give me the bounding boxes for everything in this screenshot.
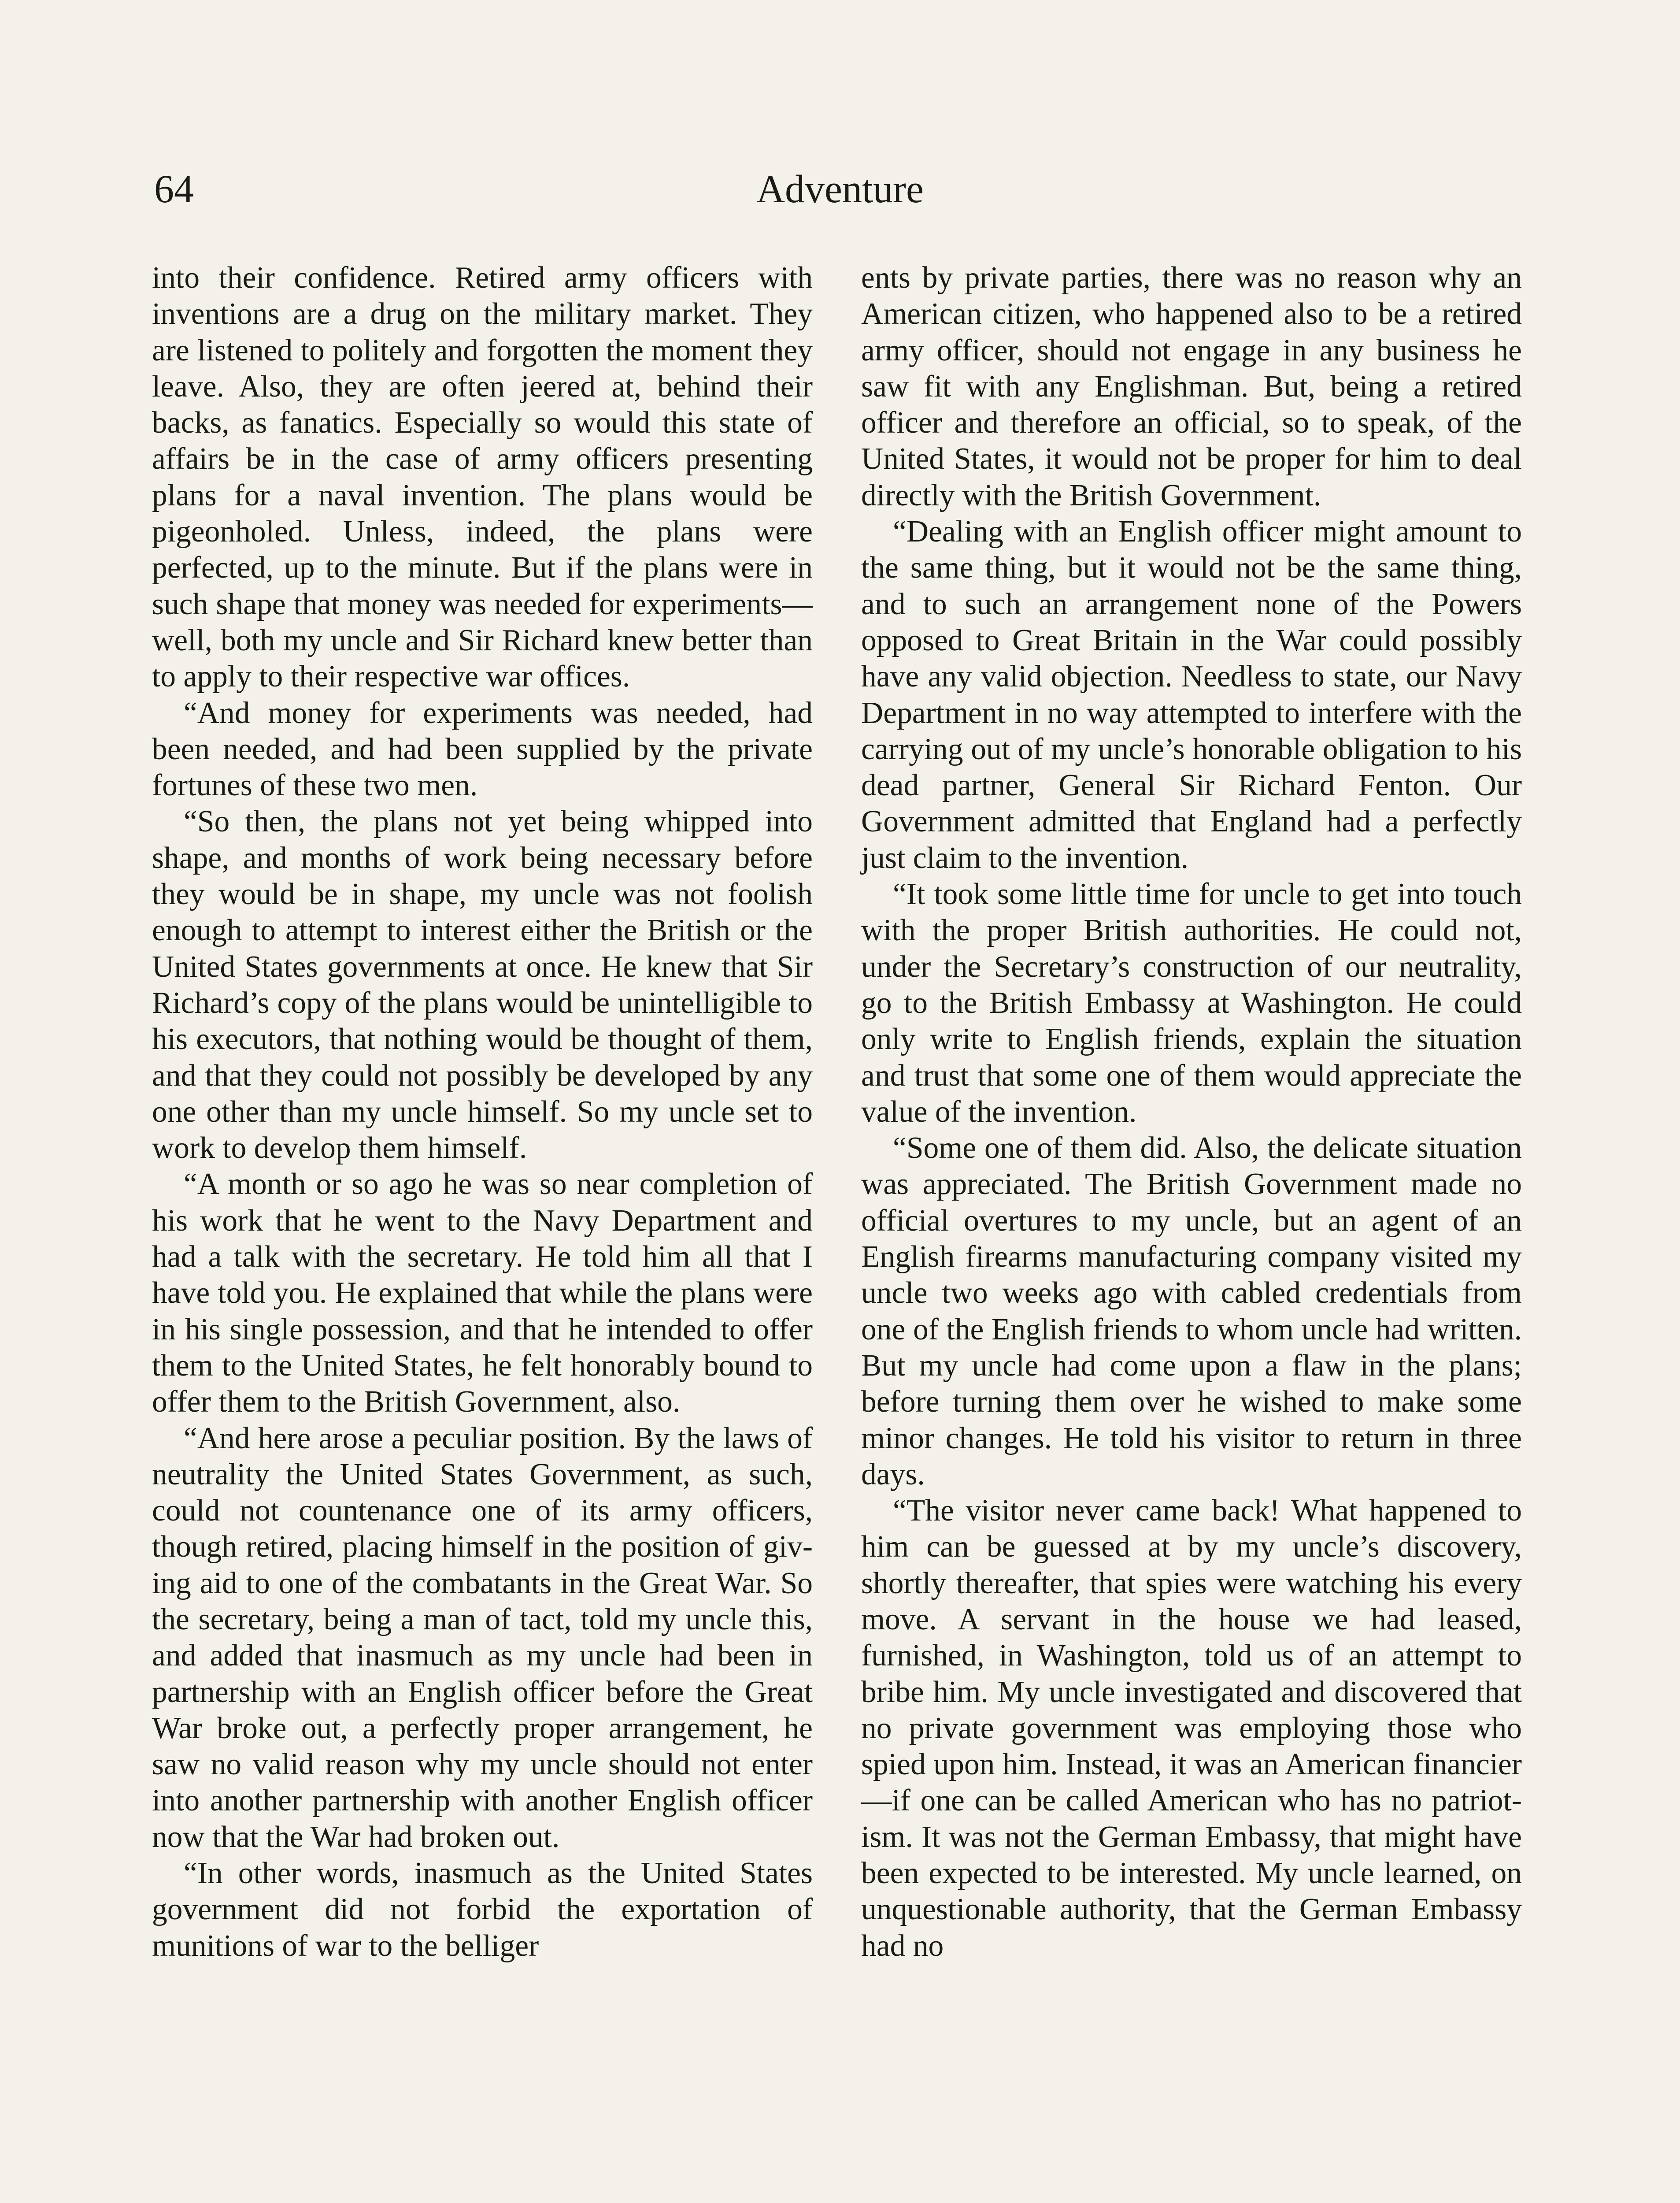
paragraph: “In other words, inasmuch as the United States government did not forbid the exportation of munitions of war to the belliger [152,1856,813,1963]
paragraph: “Dealing with an English officer might amount to the same thing, but it would not be the same thing, and to such an arrangement none of the Powers opposed to Great Britain in the War could possibly have any valid objection. Needless to state, our Navy Department in no way attempted to interfere with the carrying out of my uncle’s honorable obligation to his dead partner, General Sir Richard Fenton. Our Government admitted that England had a perfectly just claim to the invention. [861,515,1522,875]
paragraph: into their confidence. Retired army officers with inventions are a drug on the military market. They are listened to politely and forgotten the moment they leave. Also, they are often jeered at, behind their backs, as fanatics. Especially so would this state of affairs be in the case of army officers presenting plans for a naval invention. The plans would be pigeonholed. Unless, indeed, the plans were perfected, up to the minute. But if the plans were in such shape that money was needed for experiments—well, both my uncle and Sir Richard knew better than to apply to their respective war offices. [152,261,813,694]
paragraph: “A month or so ago he was so near completion of his work that he went to the Navy Department and had a talk with the secretary. He told him all that I have told you. He explained that while the plans were in his single possession, and that he intended to offer them to the United States, he felt honorably bound to offer them to the British Government, also. [152,1167,813,1419]
paragraph: “And here arose a peculiar position. By the laws of neutrality the United States Government, as such, could not countenance one of its army officers, though retired, placing himself in the position of giving aid to one of the combatants in the Great War. So the secretary, being a man of tact, told my uncle this, and added that inasmuch as my uncle had been in partnership with an English officer before the Great War broke out, a perfectly proper arrangement, he saw no valid reason why my uncle should not enter into another partnership with another English officer now that the War had broken out. [152,1421,813,1854]
running-head: Adventure [756,167,924,211]
paragraph: “And money for experiments was needed, had been needed, and had been supplied by the private fortunes of these two men. [152,696,813,803]
right-column [861,260,1522,1964]
paragraph: “The visitor never came back! What happened to him can be guessed at by my uncle’s discovery, shortly thereafter, that spies were watching his every move. A servant in the house we had leased, furnished, in Washington, told us of an attempt to bribe him. My uncle investigated and discovered that no private government was employing those who spied upon him. Instead, it was an American financier—if one can be called American who has no patriotism. It was not the German Embassy, that might have been expected to be interested. My uncle learned, on unquestionable authority, that the German Embassy had no [861,1494,1522,1963]
paragraph: ents by private parties, there was no reason why an American citizen, who happened also to be a retired army officer, should not engage in any business he saw fit with any Englishman. But, being a retired officer and therefore an official, so to speak, of the United States, it would not be proper for him to deal directly with the British Government. [861,261,1522,512]
paragraph: “Some one of them did. Also, the delicate situation was appreciated. The British Government made no official overtures to my uncle, but an agent of an English firearms manufacturing company visited my uncle two weeks ago with cabled credentials from one of the English friends to whom uncle had written. But my uncle had come upon a flaw in the plans; before turning them over he wished to make some minor changes. He told his visitor to return in three days. [861,1131,1522,1491]
paragraph: “So then, the plans not yet being whipped into shape, and months of work being necessary before they would be in shape, my uncle was not foolish enough to attempt to interest either the British or the United States governments at once. He knew that Sir Richard’s copy of the plans would be unintelligible to his executors, that nothing would be thought of them, and that they could not possibly be developed by any one other than my uncle himself. So my uncle set to work to develop them himself. [152,805,813,1165]
page-number: 64 [154,167,194,211]
left-column [152,260,813,1964]
paragraph: “It took some little time for uncle to get into touch with the proper British authorities. He could not, under the Secretary’s construction of our neutrality, go to the British Embassy at Washington. He could only write to English friends, explain the situation and trust that some one of them would appreciate the value of the invention. [861,877,1522,1129]
